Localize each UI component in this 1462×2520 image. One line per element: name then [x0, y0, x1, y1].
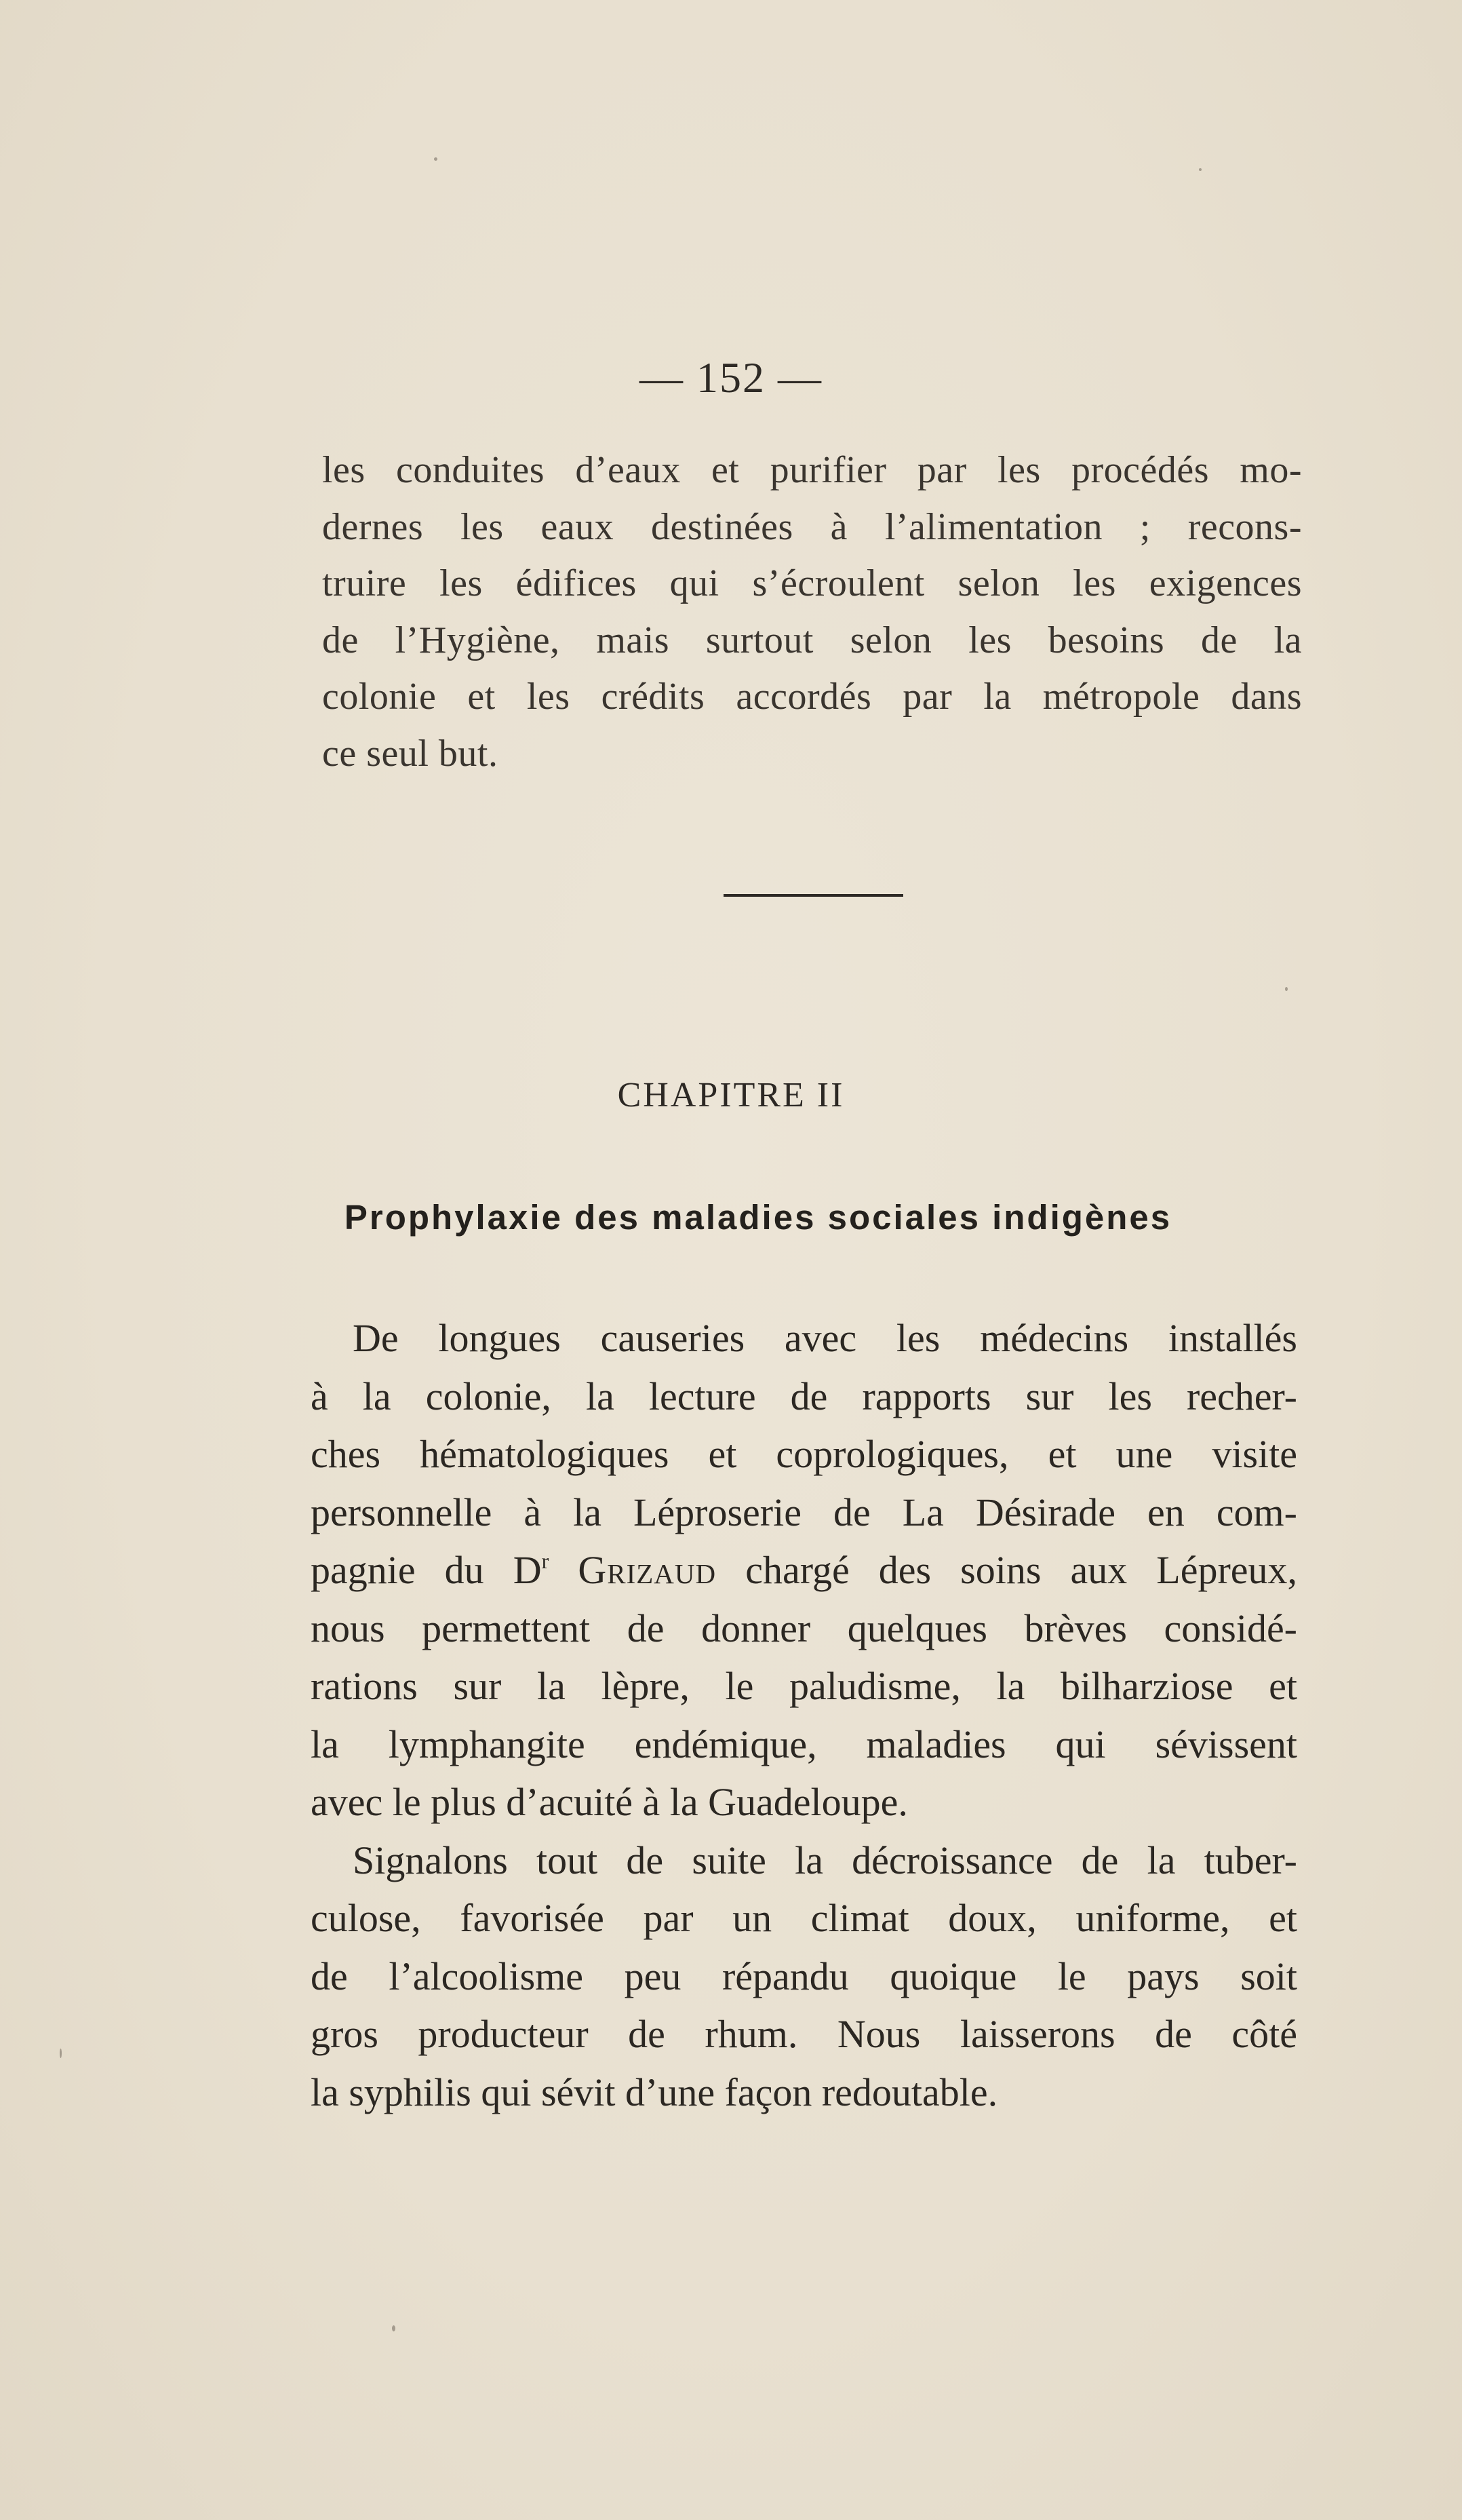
text-line: personnelle à la Léproserie de La Désirade en com-	[311, 1490, 1297, 1534]
text-line: dernes les eaux destinées à l’alimentation ; recons-	[322, 505, 1302, 548]
text-line: ce seul but.	[322, 732, 498, 775]
text-line: rations sur la lèpre, le paludisme, la bilharziose et	[311, 1664, 1297, 1708]
text-line: la syphilis qui sévit d’une façon redoutable.	[311, 2070, 998, 2114]
person-name: Grizaud	[578, 1548, 717, 1592]
section-divider	[724, 894, 903, 897]
text-line: ches hématologiques et coprologiques, et une visite	[311, 1432, 1297, 1476]
intro-paragraph	[322, 442, 1302, 782]
text-line: truire les édifices qui s’écroulent selon les exigences	[322, 562, 1302, 604]
chapter-heading: CHAPITRE II	[617, 1076, 845, 1114]
text-line: avec le plus d’acuité à la Guadeloupe.	[311, 1780, 908, 1824]
text-line: la lymphangite endémique, maladies qui sévissent	[311, 1722, 1297, 1766]
text-line: de l’Hygiène, mais surtout selon les besoins de la	[322, 619, 1302, 661]
body-paragraphs	[311, 1309, 1297, 2121]
paper-speck	[1199, 168, 1202, 171]
text-line: gros producteur de rhum. Nous laisserons de côté	[311, 2012, 1297, 2056]
paper-speck	[392, 2325, 395, 2331]
chapter-title: Prophylaxie des maladies sociales indigènes	[344, 1198, 1172, 1237]
paper-speck	[434, 157, 437, 161]
text-line: De longues causeries avec les médecins installés	[353, 1316, 1297, 1360]
superscript: r	[541, 1549, 549, 1573]
text-fragment: pagnie du D	[311, 1548, 542, 1592]
text-line: de l’alcoolisme peu répandu quoique le pays soit	[311, 1954, 1297, 1998]
text-line: culose, favorisée par un climat doux, uniforme, et	[311, 1896, 1297, 1940]
text-line: Signalons tout de suite la décroissance de la tuber-	[353, 1838, 1297, 1882]
text-line: nous permettent de donner quelques brèves considé-	[311, 1606, 1297, 1650]
text-line: les conduites d’eaux et purifier par les procédés mo-	[322, 449, 1302, 491]
paper-speck	[60, 2049, 62, 2058]
text-fragment: chargé des soins aux Lépreux,	[745, 1548, 1298, 1592]
text-line	[311, 1541, 1297, 1600]
text-line: à la colonie, la lecture de rapports sur les recher-	[311, 1374, 1297, 1418]
paper-speck	[1285, 987, 1288, 991]
page-number: — 152 —	[639, 353, 823, 402]
text-line: colonie et les crédits accordés par la métropole dans	[322, 676, 1302, 718]
